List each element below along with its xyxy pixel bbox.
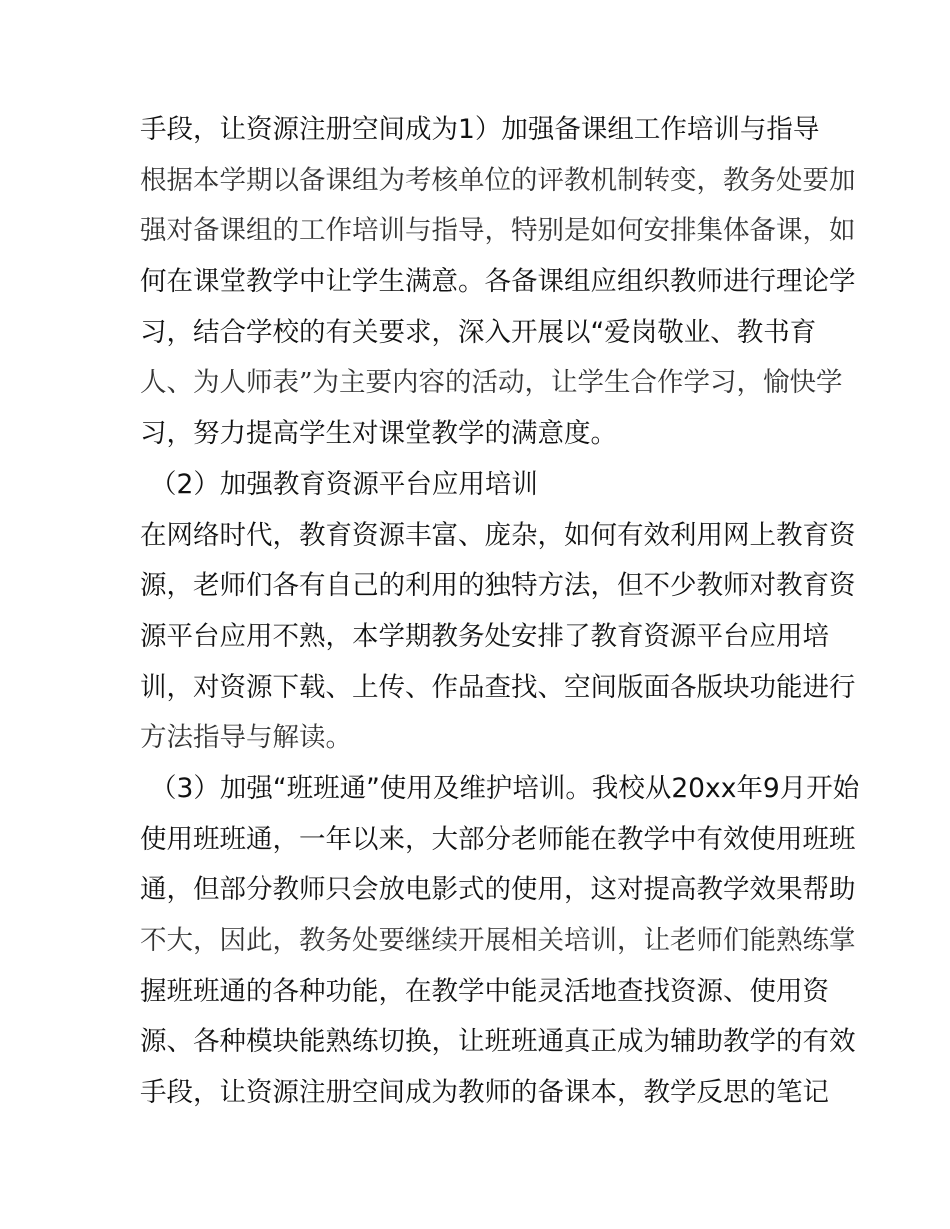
text-line: 不大，因此，教务处要继续开展相关培训，让老师们能熟练掌 (140, 925, 856, 956)
text-line: 手段，让资源注册空间成为1）加强备课组工作培训与指导 (140, 114, 820, 145)
text-line: 根据本学期以备课组为考核单位的评教机制转变，教务处要加 (140, 165, 856, 196)
text-line: 方法指导与解读。 (140, 722, 352, 753)
section-heading: （2）加强教育资源平台应用培训 (150, 469, 538, 500)
text-line: 通，但部分教师只会放电影式的使用，这对提高教学效果帮助 (140, 874, 856, 905)
text-line: 源平台应用不熟，本学期教务处安排了教育资源平台应用培 (140, 621, 829, 652)
text-line: 强对备课组的工作培训与指导，特别是如何安排集体备课，如 (140, 215, 856, 246)
text-line: 源、各种模块能熟练切换，让班班通真正成为辅助教学的有效 (140, 1026, 856, 1057)
text-line: 习，结合学校的有关要求，深入开展以“爱岗敬业、教书育 (140, 317, 817, 348)
text-line: 人、为人师表”为主要内容的活动，让学生合作学习，愉快学 (140, 367, 843, 398)
text-line: 在网络时代，教育资源丰富、庞杂，如何有效利用网上教育资 (140, 520, 856, 551)
text-line: 手段，让资源注册空间成为教师的备课本，教学反思的笔记 (140, 1077, 829, 1108)
text-line: 源，老师们各有自己的利用的独特方法，但不少教师对教育资 (140, 570, 856, 601)
text-line: 握班班通的各种功能，在教学中能灵活地查找资源、使用资 (140, 976, 829, 1007)
section-heading: （3）加强“班班通”使用及维护培训。我校从20xx年9月开始 (150, 773, 860, 804)
text-line: 何在课堂教学中让学生满意。各备课组应组织教师进行理论学 (140, 266, 856, 297)
text-line: 训，对资源下载、上传、作品查找、空间版面各版块功能进行 (140, 672, 856, 703)
text-line: 习，努力提高学生对课堂教学的满意度。 (140, 418, 617, 449)
text-line: 使用班班通，一年以来，大部分老师能在教学中有效使用班班 (140, 824, 856, 855)
